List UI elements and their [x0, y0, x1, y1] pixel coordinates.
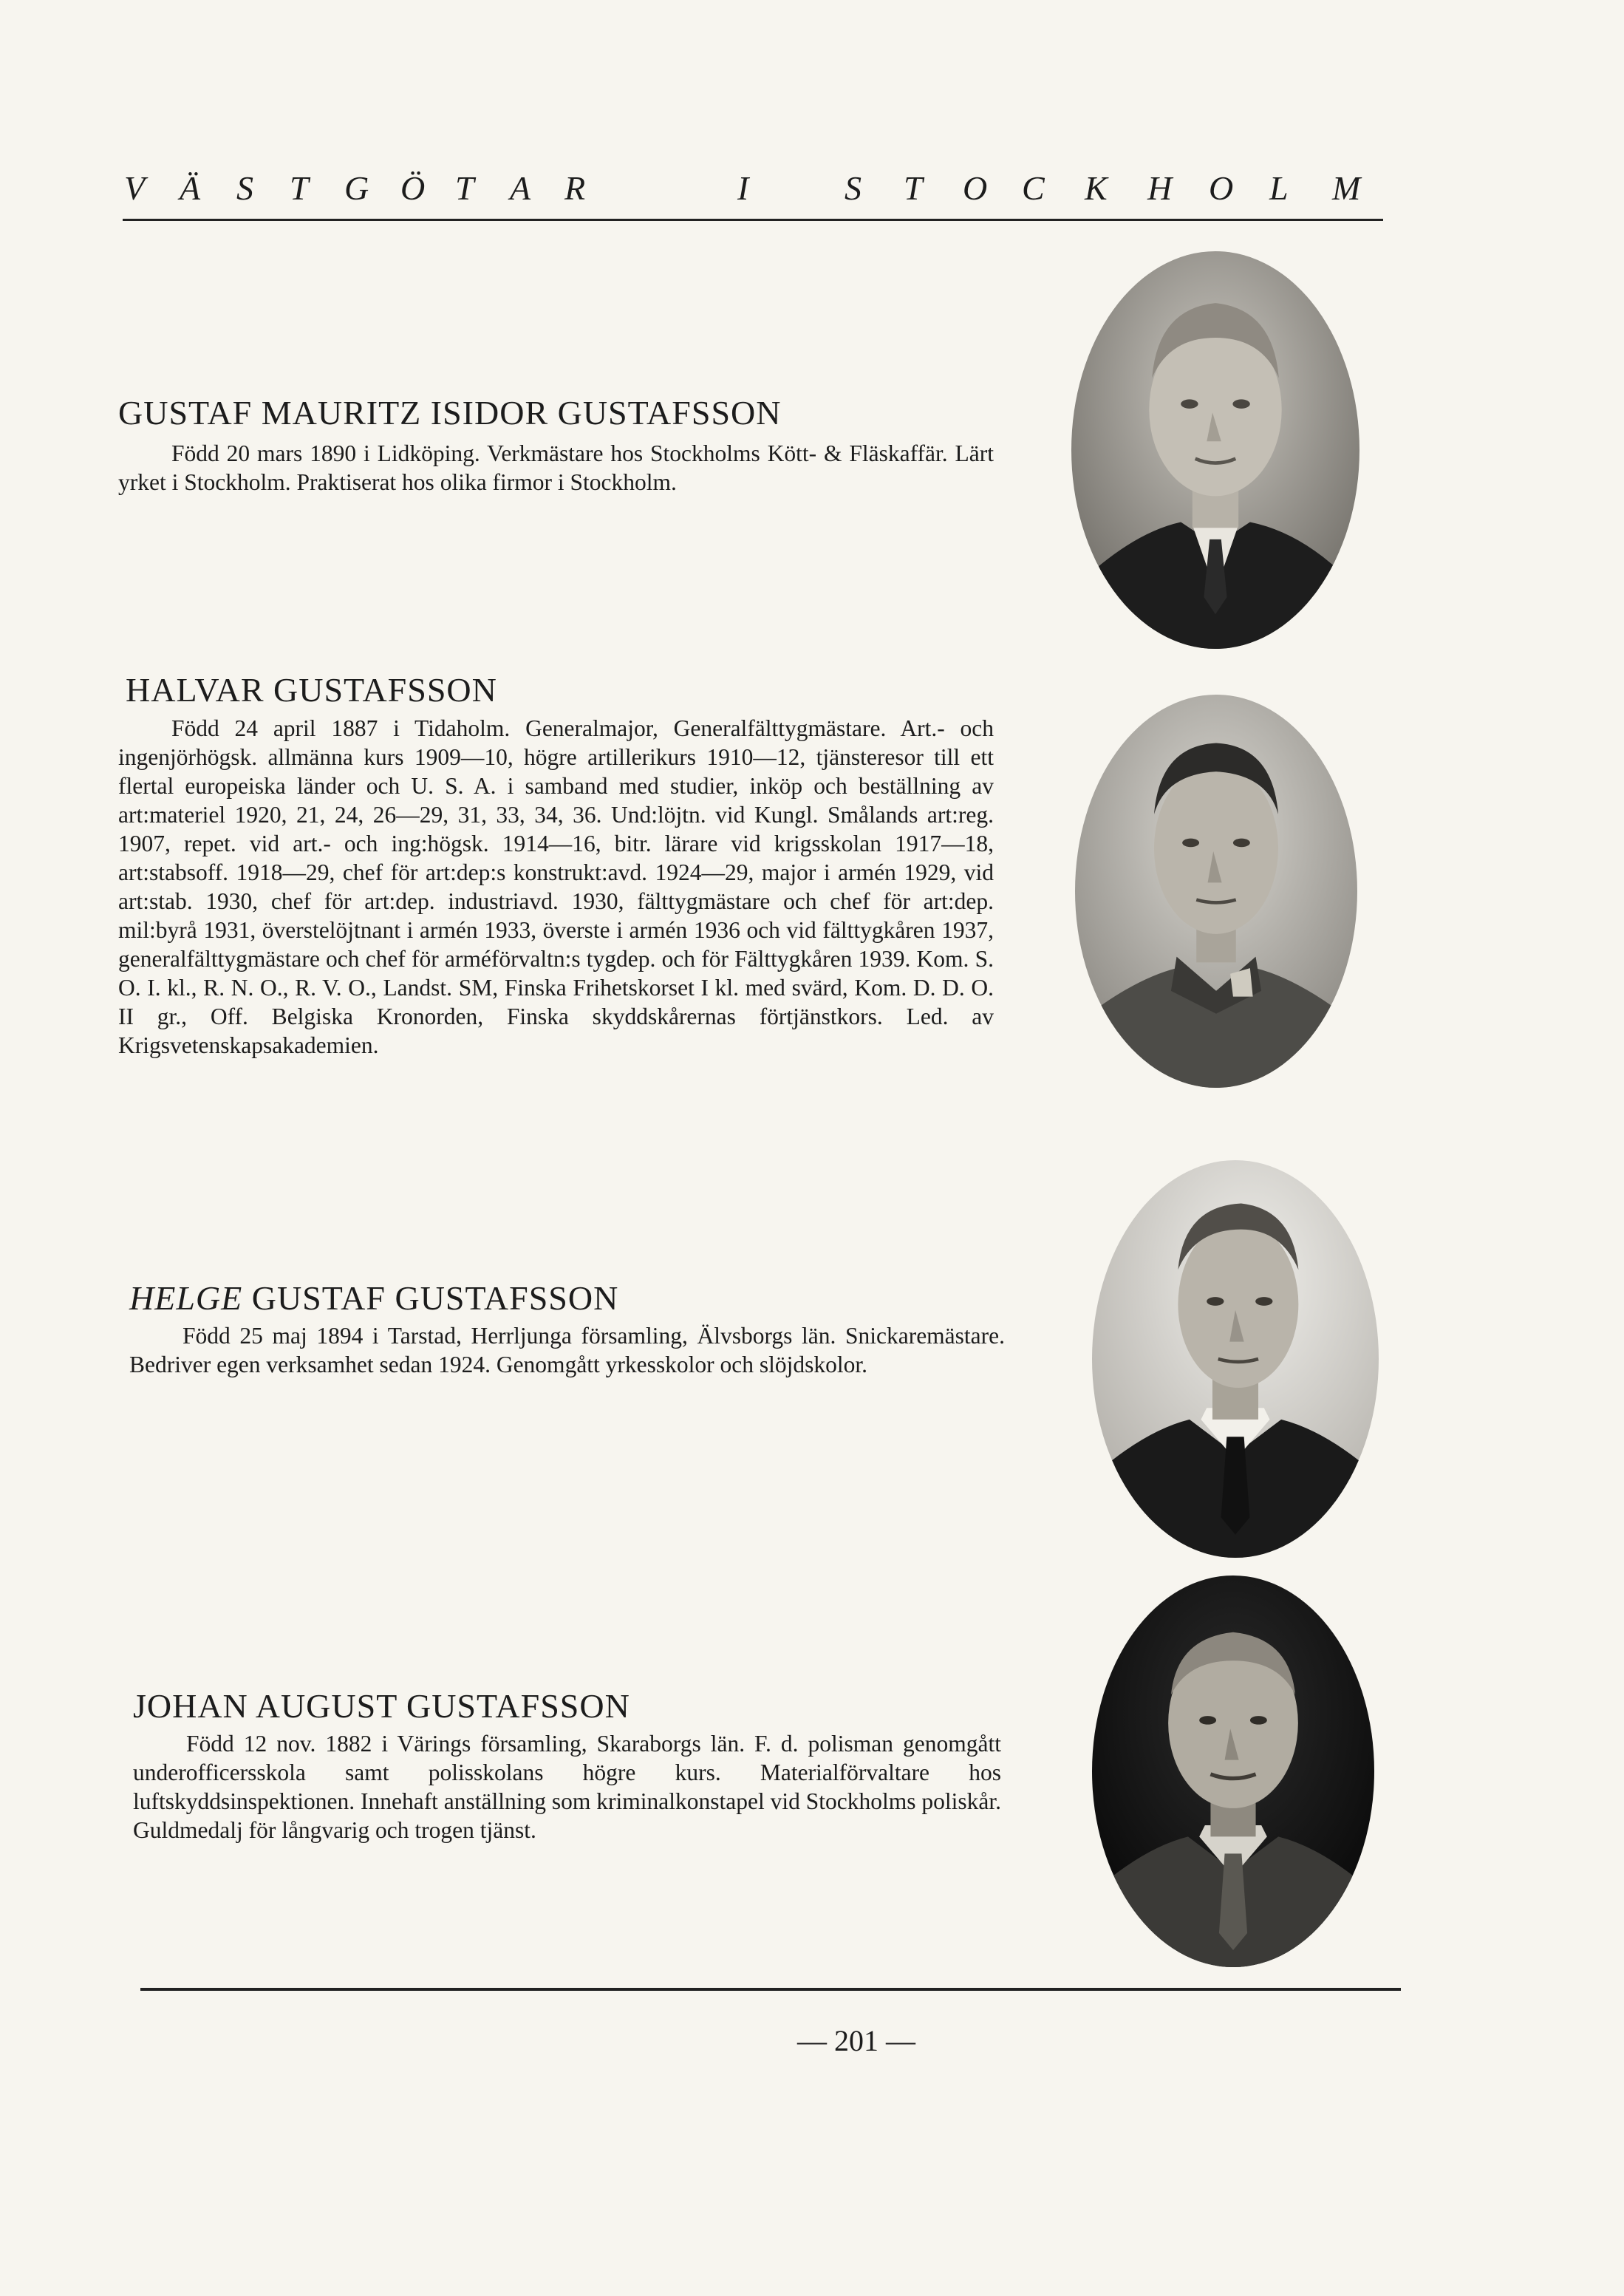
header-rule — [123, 219, 1383, 221]
portrait-photo-icon — [1092, 1575, 1374, 1967]
running-head-letter: I — [737, 169, 749, 207]
running-head-letter: L — [1269, 169, 1289, 207]
running-head-letter: K — [1085, 169, 1108, 207]
running-head-letter: S — [236, 169, 253, 207]
running-head-letter: R — [564, 169, 586, 207]
portrait-photo-icon — [1075, 695, 1357, 1088]
running-head-letter: Ö — [400, 169, 426, 207]
footer-rule — [140, 1988, 1401, 1991]
entry-biography — [129, 1321, 1005, 1379]
entry-biography-text: Född 25 maj 1894 i Tarstad, Herrljunga församling, Älvsborgs län. Snickaremästare. Bedriver egen verksamhet sedan 1924. Genomgått yrkesskolor och slöjdskolor. — [129, 1323, 1005, 1377]
running-head-letter: S — [845, 169, 862, 207]
running-head-letter: A — [510, 169, 531, 207]
entry-name-rest: GUSTAF GUSTAFSSON — [242, 1279, 619, 1317]
entry-name-italic: HELGE — [129, 1279, 243, 1317]
entry-biography-text: Född 24 april 1887 i Tidaholm. Generalmajor, Generalfälttygmästare. Art.- och ingenjörhögsk. allmänna kurs 1909—10, högre artillerikurs 1910—12, tjänsteresor till ett flertal europeiska länder och U. S. A. i samband med studier, inköp och beställning av art:materiel 1920, 21, 24, 26—29, 31, 33, 34, 36. Und:löjtn. vid Kungl. Smålands art:reg. 1907, repet. vid art.- och ing:högsk. 1914—16, bitr. lärare vid krigsskolan 1917—18, art:stabsoff. 1918—29, chef för art:dep:s konstrukt:avd. 1924—29, major i armén 1929, vid art:stab. 1930, chef för art:dep. industriavd. 1930, fälttygmästare och chef för art:dep. mil:byrå 1931, överstelöjtnant i armén 1933, överste i armén 1936 och vid fälttygkåren 1937, generalfälttygmästare och chef för arméförvaltn:s tygdep. och för Fälttygkåren 1939. Kom. S. O. I. kl., R. N. O., R. V. O., Landst. SM, Finska Frihetskorset I kl. med svärd, Kom. D. D. O. II gr., Off. Belgiska Kronorden, Finska skyddskårernas förtjänstkors. Led. av Krigsvetenskapsakademien. — [118, 715, 994, 1058]
entry-name — [129, 1278, 618, 1318]
running-head-letter: H — [1147, 169, 1173, 207]
running-head — [124, 168, 1380, 220]
portrait-photo-icon — [1092, 1160, 1379, 1558]
running-head-letter: C — [1022, 169, 1045, 207]
entry-name: JOHAN AUGUST GUSTAFSSON — [133, 1687, 630, 1725]
entry-biography-text: Född 20 mars 1890 i Lidköping. Verkmästare hos Stockholms Kött- & Fläskaffär. Lärt yrket i Stockholm. Praktiserat hos olika firmor i Stockholm. — [118, 440, 994, 495]
running-head-letter: T — [455, 169, 474, 207]
running-head-letter: Ä — [180, 169, 201, 207]
running-head-letter: T — [904, 169, 923, 207]
running-head-letter: O — [963, 169, 988, 207]
running-head-letter: V — [124, 169, 146, 207]
entry-biography — [118, 714, 994, 1060]
entry-name: GUSTAF MAURITZ ISIDOR GUSTAFSSON — [118, 394, 782, 432]
page-number: — 201 — — [797, 2024, 915, 2057]
running-head-letter: M — [1332, 169, 1361, 207]
entry-biography-text: Född 12 nov. 1882 i Värings församling, Skaraborgs län. F. d. polisman genomgått underofficersskola samt polisskolans högre kurs. Materialförvaltare hos luftskyddsinspektionen. Innehaft anställning som kriminalkonstapel vid Stockholms poliskår. Guldmedalj för långvarig och trogen tjänst. — [133, 1731, 1002, 1843]
running-head-letter: O — [1209, 169, 1234, 207]
entry-biography — [133, 1729, 1001, 1844]
running-head-letter: G — [344, 169, 369, 207]
entry-biography — [118, 439, 994, 497]
entry-name: HALVAR GUSTAFSSON — [126, 671, 497, 709]
running-head-letter: T — [290, 169, 309, 207]
portrait-photo-icon — [1071, 251, 1359, 649]
